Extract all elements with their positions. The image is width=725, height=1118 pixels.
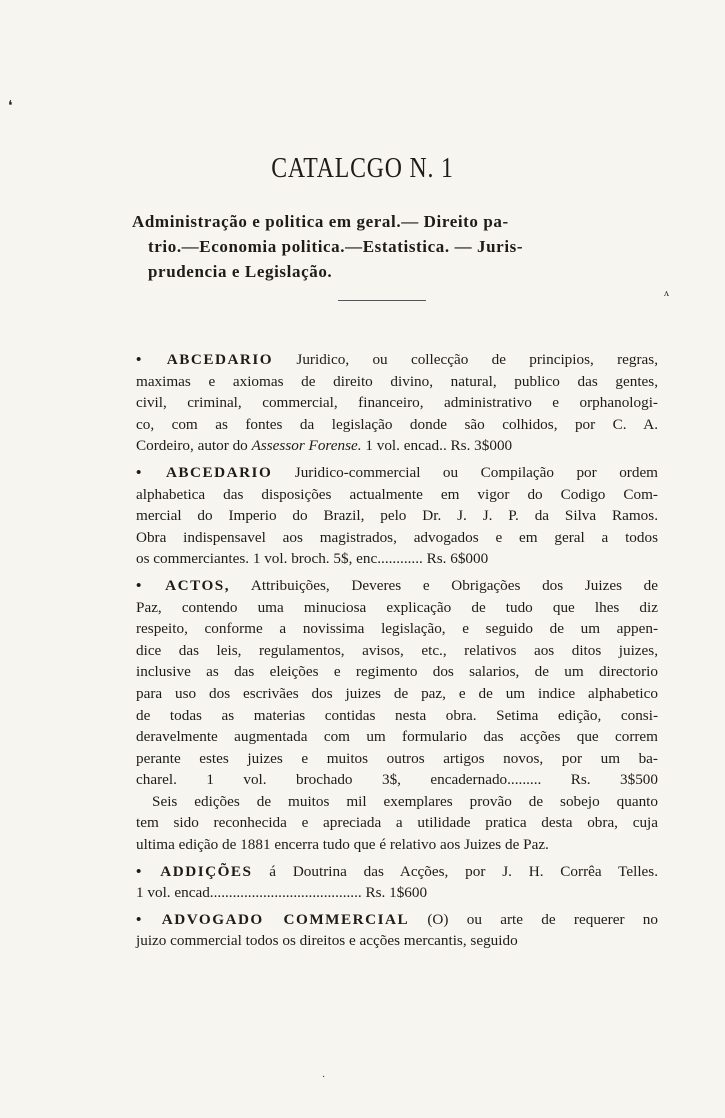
entry-text: á Doutrina das Acções, por J. H. Corrêa Telles. [252,862,659,880]
entry-line [136,575,658,597]
section-heading-line: Administração e politica em geral.— Direito pa- [132,212,509,231]
entry-text: Cordeiro, autor do [136,437,252,455]
entry-text: para uso dos escrivães dos juizes de paz, e de um indice alphabetico [136,684,658,702]
entry-heading: • ACTOS, [136,576,231,594]
entry-line [136,812,658,834]
entry-text: respeito, conforme a novissima legislação, e seguido de um appen- [136,620,658,638]
entry-line [136,392,658,414]
entry-heading: • ADVOGADO COMMERCIAL [136,910,410,928]
catalog-entry [136,349,658,457]
entry-line [136,349,658,371]
entry-line [136,834,658,856]
entry-line [136,505,658,527]
entry-text: inclusive as das eleições e regimento dos salarios, de um directorio [136,663,658,681]
entry-text: (O) ou arte de requerer no [409,910,658,928]
entry-heading: • ABCEDARIO [136,463,273,481]
entry-text: os commerciantes. 1 vol. broch. 5$, enc............ Rs. 6$000 [136,550,489,568]
entry-text: tem sido reconhecida e apreciada a utilidade pratica desta obra, cuja [136,814,658,832]
entry-text: Seis edições de muitos mil exemplares provão de sobejo quanto [152,792,658,810]
entry-line [136,882,658,904]
entry-line [136,909,658,931]
catalog-entry [136,909,658,952]
entry-text: dice das leis, regulamentos, avisos, etc., relativos aos ditos juizes, [136,641,658,659]
entry-text: juizo commercial todos os direitos e acções mercantis, seguido [136,932,518,950]
entry-text: de todas as materias contidas nesta obra. Setima edição, consi- [136,706,658,724]
catalog-entries [136,349,658,952]
entry-text: deravelmente augmentada com um formulario das acções que correm [136,728,658,746]
entry-line [136,371,658,393]
catalog-title: CATALCGO N. 1 [271,152,454,184]
entry-line [136,769,658,791]
entry-text: Paz, contendo uma minuciosa explicação de tudo que lhes diz [136,598,658,616]
entry-text: 1 vol. encad........................................ Rs. 1$600 [136,884,428,902]
section-heading-line: prudencia e Legislação. [148,262,333,281]
entry-line [136,861,658,883]
entry-line [136,705,658,727]
section-heading-line: trio.—Economia politica.—Estatistica. — Juris- [148,237,524,256]
entry-text: Attribuições, Deveres e Obrigações dos Juizes de [230,576,658,594]
entry-text: Obra indispensavel aos magistrados, advogados e em geral a todos [136,528,658,546]
entry-text: alphabetica das disposições actualmente em vigor do Codigo Com- [136,485,658,503]
entry-line [136,726,658,748]
entry-text: ultima edição de 1881 encerra tudo que é relativo aos Juizes de Paz. [136,836,549,854]
entry-text: co, com as fontes da legislação donde são colhidos, por C. A. [136,415,658,433]
catalog-entry [136,462,658,570]
entry-line [136,661,658,683]
section-divider [338,300,426,301]
entry-line [136,527,658,549]
catalog-entry [136,861,658,904]
entry-text: charel. 1 vol. brochado 3$, encadernado......... Rs. 3$500 [136,771,658,789]
entry-text: 1 vol. encad.. Rs. 3$000 [361,437,513,455]
entry-line [136,414,658,436]
entry-line [136,484,658,506]
entry-text: civil, criminal, commercial, financeiro, administrativo e orphanologi- [136,394,658,412]
section-heading [132,209,680,284]
entry-text: Juridico-commercial ou Compilação por ordem [272,463,658,481]
ink-mark: ❛ [8,99,13,114]
entry-line [136,791,658,813]
entry-line [136,748,658,770]
entry-text: mercial do Imperio do Brazil, pelo Dr. J. J. P. da Silva Ramos. [136,507,658,525]
ink-mark: · [322,1072,326,1083]
catalog-entry [136,575,658,856]
entry-heading: • ADDIÇÕES [136,862,253,880]
entry-text: perante estes juizes e muitos outros artigos novos, por um ba- [136,749,658,767]
entry-text: maximas e axiomas de direito divino, natural, publico das gentes, [136,372,658,390]
ink-mark: ʌ [664,288,669,299]
entry-title-italic: Assessor Forense. [251,437,362,455]
entry-line [136,930,658,952]
entry-text: Juridico, ou collecção de principios, regras, [273,351,658,368]
entry-line [136,548,658,570]
entry-line [136,435,658,457]
entry-heading: • ABCEDARIO [136,351,274,368]
entry-line [136,462,658,484]
entry-line [136,597,658,619]
entry-line [136,640,658,662]
entry-line [136,618,658,640]
entry-line [136,683,658,705]
